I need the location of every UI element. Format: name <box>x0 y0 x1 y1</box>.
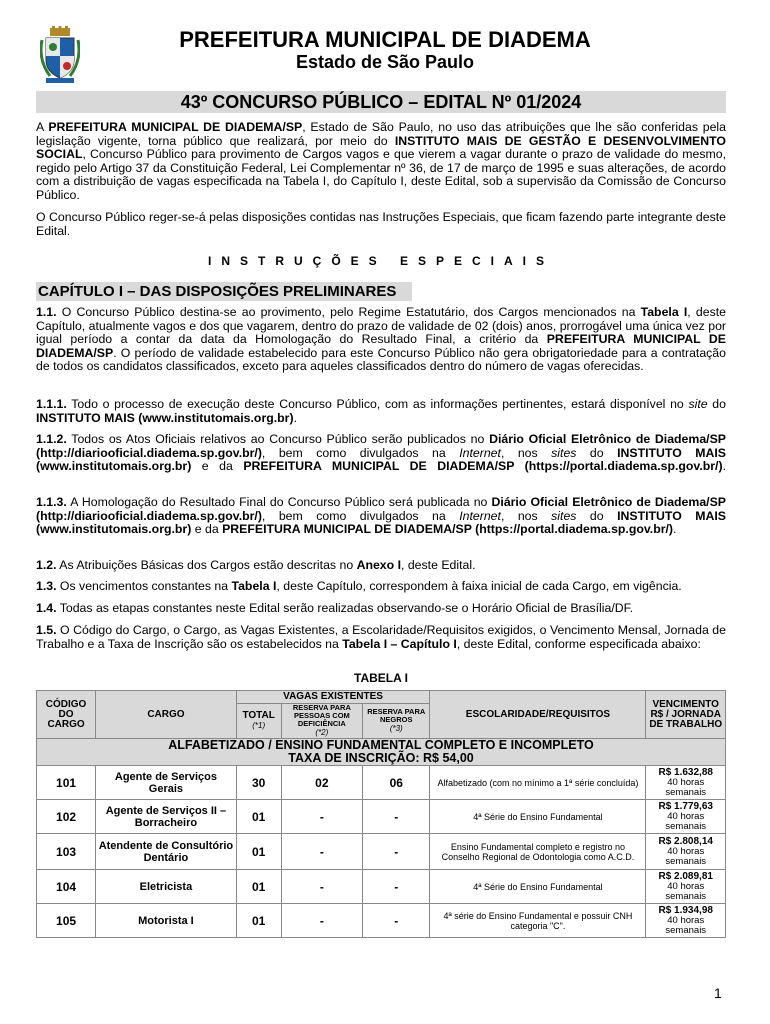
intro-paragraph: A PREFEITURA MUNICIPAL DE DIADEMA/SP, Estado de São Paulo, no uso das atribuições que lhe são conferidas pela legislação vigente, torna público que realizará, por meio do INSTITUTO MAIS DE GESTÃO E DESENVOLVIMENTO SOCIAL, Concurso Público para provimento de Cargos vagos e que vierem a vagar durante o prazo de validade do mesmo, regido pelo Artigo 37 da Constituição Federal, Lei Complementar nº 36, de 17 de março de 1995 e suas alterações, de acordo com a distribuição de vagas especificada na Tabela I, do Capítulo I, deste Edital, sob a supervisão da Comissão de Concurso Público. <box>36 120 726 202</box>
header-vencimento: VENCIMENTO R$ / JORNADA DE TRABALHO <box>646 691 726 739</box>
section-1-1-3: 1.1.3. A Homologação do Resultado Final do Concurso Público será publicada no Diário Oficial Eletrônico de Diadema/SP (http://diariooficial.diadema.sp.gov.br/), bem como divulgados na Internet, nos sites do INSTITUTO MAIS (www.institutomais.org.br) e da PREFEITURA MUNICIPAL DE DIADEMA/SP (https://portal.diadema.sp.gov.br/). <box>36 495 727 536</box>
section-1-1-1: 1.1.1. Todo o processo de execução deste Concurso Público, com as informações pertinentes, estará disponível no site do INSTITUTO MAIS (www.institutomais.org.br). <box>36 397 726 425</box>
vacancies-table <box>36 690 726 938</box>
table-row: 104 Eletricista 01 - - 4ª Série do Ensino Fundamental R$ 2.089,81 40 horas semanais <box>37 870 726 904</box>
table-row: 102 Agente de Serviços II – Borracheiro 01 - - 4ª Série do Ensino Fundamental R$ 1.779,63 40 horas semanais <box>37 800 726 834</box>
section-1-1: 1.1. O Concurso Público destina-se ao provimento, pelo Regime Estatutário, dos Cargos mencionados na Tabela I, deste Capítulo, atualmente vagos e dos que vagarem, dentro do prazo de validade de 02 (dois) anos, prorrogável uma única vez por igual período a contar da data da Homologação do Resultado Final, a critério da PREFEITURA MUNICIPAL DE DIADEMA/SP. O período de validade estabelecido para este Concurso Público não gera obrigatoriedade para a contratação de todos os candidatos classificados, exceto para aqueles classificados dentro do número de vagas oferecidas. <box>36 305 727 373</box>
group-row <box>37 739 726 766</box>
table-row: 101 Agente de Serviços Gerais 30 02 06 Alfabetizado (com no mínimo a 1ª série concluída) R$ 1.632,88 40 horas semanais <box>37 766 726 800</box>
section-1-5: 1.5. O Código do Cargo, o Cargo, as Vagas Existentes, a Escolaridade/Requisitos exigidos, o Vencimento Mensal, Jornada de Trabalho e a Taxa de Inscrição são os estabelecidos na Tabela I – Capítulo I, deste Edital, conforme especificada abaixo: <box>36 623 726 651</box>
group-title: ALFABETIZADO / ENSINO FUNDAMENTAL COMPLETO E INCOMPLETO <box>168 738 594 752</box>
edital-banner: 43º CONCURSO PÚBLICO – EDITAL Nº 01/2024 <box>36 91 726 113</box>
header-escolaridade: ESCOLARIDADE/REQUISITOS <box>430 691 646 739</box>
header-codigo: CÓDIGO DO CARGO <box>37 691 96 739</box>
group-fee: TAXA DE INSCRIÇÃO: R$ 54,00 <box>288 751 474 765</box>
header-vagas: VAGAS EXISTENTES <box>236 691 430 704</box>
instructions-heading: INSTRUÇÕES ESPECIAIS <box>207 254 555 268</box>
table-row: 103 Atendente de Consultório Dentário 01 - - Ensino Fundamental completo e registro no Conselho Regional de Odontologia como A.C.D. R$ 2.808,14 40 horas semanais <box>37 834 726 870</box>
section-1-3: 1.3. Os vencimentos constantes na Tabela I, deste Capítulo, correspondem à faixa inicial de cada Cargo, em vigência. <box>36 579 682 593</box>
header-total: TOTAL (*1) <box>236 704 281 739</box>
header-cargo: CARGO <box>96 691 237 739</box>
intro-paragraph-2: O Concurso Público reger-se-á pelas disposições contidas nas Instruções Especiais, que ficam fazendo parte integrante deste Edital. <box>36 210 726 238</box>
chapter-title: CAPÍTULO I – DAS DISPOSIÇÕES PRELIMINARES <box>36 282 412 301</box>
section-1-1-2: 1.1.2. Todos os Atos Oficiais relativos ao Concurso Público serão publicados no Diário Oficial Eletrônico de Diadema/SP (http://diariooficial.diadema.sp.gov.br/), bem como divulgados na Internet, nos sites do INSTITUTO MAIS (www.institutomais.org.br) e da PREFEITURA MUNICIPAL DE DIADEMA/SP (https://portal.diadema.sp.gov.br/). <box>36 432 727 473</box>
table-title: TABELA I <box>354 671 408 685</box>
header-pcd: RESERVA PARA PESSOAS COM DEFICIÊNCIA (*2) <box>281 704 363 739</box>
page-number: 1 <box>714 985 722 1001</box>
document-title: PREFEITURA MUNICIPAL DE DIADEMA <box>179 27 591 52</box>
section-1-4: 1.4. Todas as etapas constantes neste Edital serão realizadas observando-se o Horário Oficial de Brasília/DF. <box>36 601 634 615</box>
header-negros: RESERVA PARA NEGROS (*3) <box>363 704 430 739</box>
document-subtitle: Estado de São Paulo <box>295 52 475 72</box>
table-row: 105 Motorista I 01 - - 4ª série do Ensino Fundamental e possuir CNH categoria "C". R$ 1.934,98 40 horas semanais <box>37 904 726 938</box>
section-1-2: 1.2. As Atribuições Básicas dos Cargos estão descritas no Anexo I, deste Edital. <box>36 558 476 572</box>
